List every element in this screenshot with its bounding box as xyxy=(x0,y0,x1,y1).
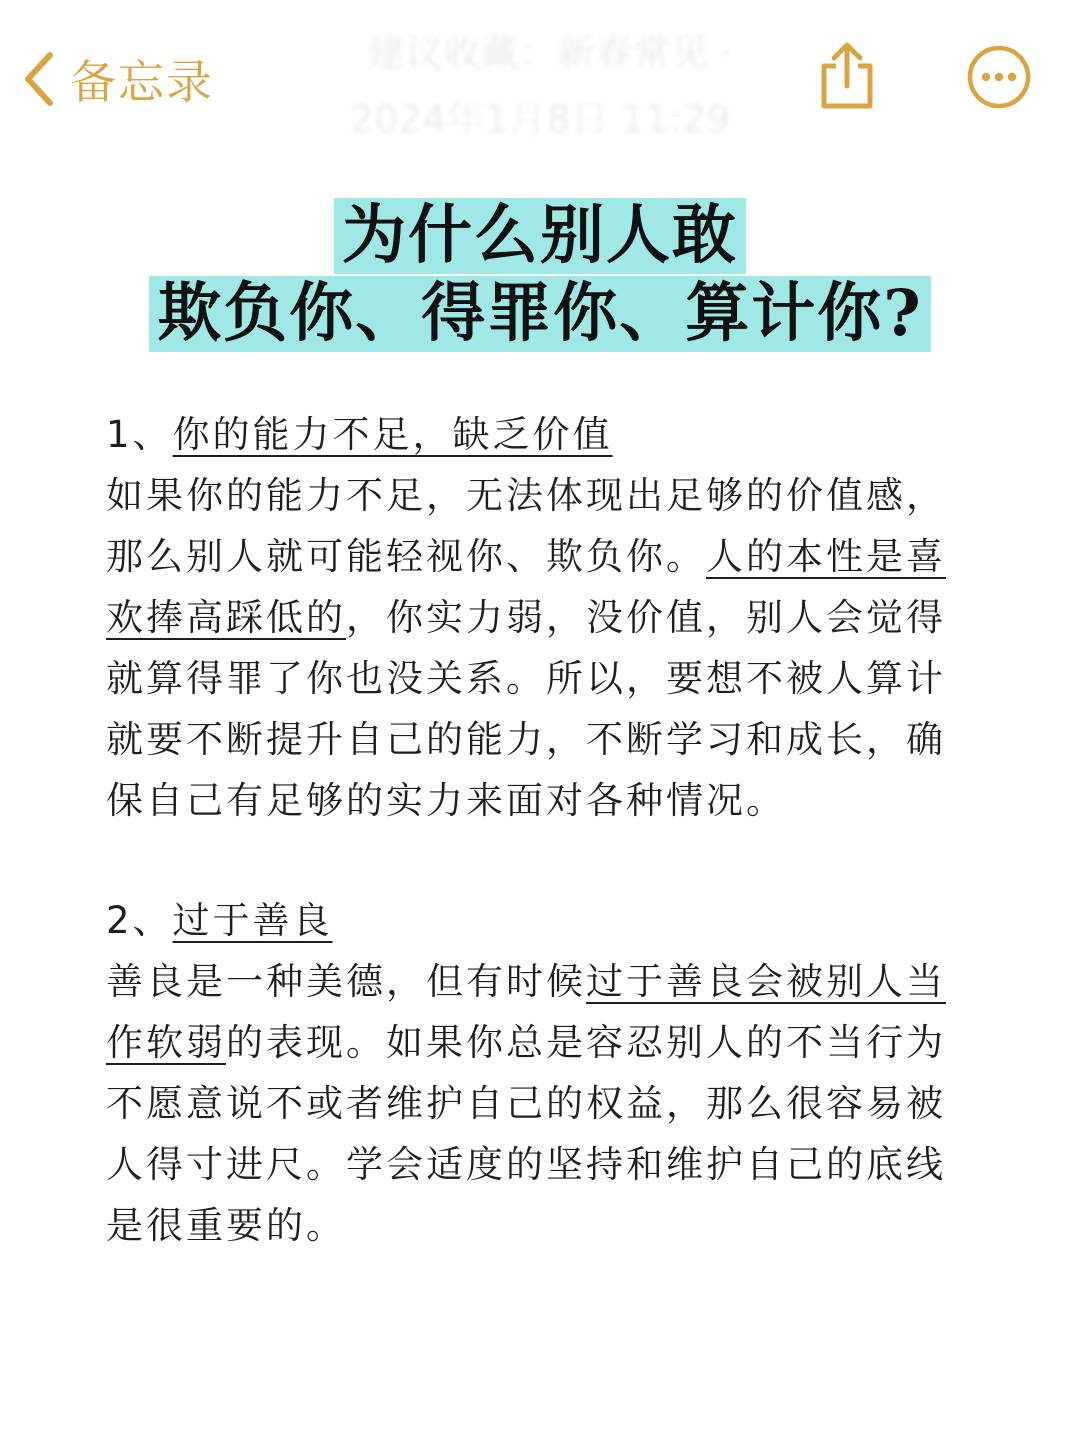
headline-line-1: 为什么别人敢 xyxy=(334,198,746,274)
faded-note-date: 2024年1月8日 11:29 xyxy=(349,97,731,141)
section-2-underlined: 过于善良会被别人当作软弱 xyxy=(106,960,946,1064)
section-2-heading xyxy=(106,890,976,951)
section-1-text-a: 如果你的能力不足，无法体现出足够的价值感，那么别人就可能轻视你、欺负你。 xyxy=(106,474,946,578)
section-1-title: 你的能力不足，缺乏价值 xyxy=(172,413,613,456)
share-button[interactable] xyxy=(814,40,880,112)
section-2-title: 过于善良 xyxy=(172,899,333,942)
section-2-number: 2、 xyxy=(106,899,173,942)
section-2-text-a: 善良是一种美德，但有时候 xyxy=(106,960,586,1003)
section-1 xyxy=(106,404,976,831)
section-2 xyxy=(106,890,976,1256)
chevron-left-icon xyxy=(22,51,56,107)
back-label: 备忘录 xyxy=(70,55,214,109)
navigation-bar xyxy=(0,0,1080,160)
section-1-underlined: 人的本性是喜欢捧高踩低的 xyxy=(106,535,946,639)
faded-note-title: 建议收藏：新春常见 · xyxy=(366,31,734,75)
section-1-text-b: ，你实力弱，没价值，别人会觉得就算得罪了你也没关系。所以，要想不被人算计就要不断提升自己的能力，不断学习和成长，确保自己有足够的实力来面对各种情况。 xyxy=(106,596,946,822)
back-button[interactable] xyxy=(22,44,214,114)
more-button[interactable] xyxy=(966,44,1032,110)
share-icon xyxy=(814,97,880,116)
section-1-number: 1、 xyxy=(106,413,173,456)
section-1-heading xyxy=(106,404,976,465)
headline xyxy=(0,198,1080,352)
section-2-text-b: 的表现。如果你总是容忍别人的不当行为不愿意说不或者维护自己的权益，那么很容易被人得寸进尺。学会适度的坚持和维护自己的底线是很重要的。 xyxy=(106,1021,946,1247)
more-icon xyxy=(966,95,1032,114)
headline-line-2: 欺负你、得罪你、算计你? xyxy=(149,276,931,352)
